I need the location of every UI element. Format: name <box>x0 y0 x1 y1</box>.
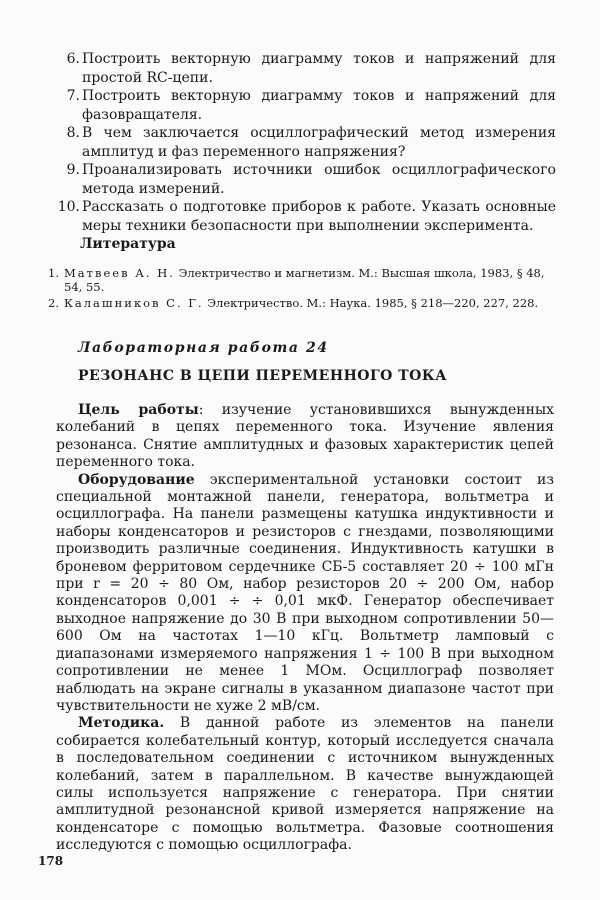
questions-list <box>56 50 556 235</box>
lab-number-heading: Лабораторная работа 24 <box>78 340 329 356</box>
reference-text: Электричество. М.: Наука. 1985, § 218—220, 227, 228. <box>207 296 539 310</box>
question-item: 8. В чем заключается осциллографический метод измерения амплитуд и фаз переменного напряжения? <box>66 125 556 160</box>
reference-author: Калашников С. Г. <box>64 296 204 310</box>
reference-author: Матвеев А. Н. <box>64 266 175 280</box>
references-list <box>48 266 558 312</box>
equipment-paragraph: Оборудование экспериментальной установки состоит из специальной монтажной панели, генератора, вольтметра и осциллографа. На панели размещены катушка индуктивности и наборы конденсаторов и резисторов с гнездами, позволяющими производить различные соединения. Индуктивность катушки в броневом ферритовом сердечнике СБ-5 составляет 20 ÷ 100 мГн при r = 20 ÷ 80 Ом, набор резисторов 20 ÷ 200 Ом, набор конденсаторов 0,001 ÷ ÷ 0,01 мкФ. Генератор обеспечивает выходное напряжение до 30 В при выходном сопротивлении 50—600 Ом на частотах 1—10 кГц. Вольтметр ламповый с диапазонами измеряемого напряжения 1 ÷ 100 В при выходном сопротивлении не менее 1 МОм. Осциллограф позволяет наблюдать на экране сигналы в указанном диапазоне частот при чувствительности не хуже 2 мВ/см. <box>56 471 554 714</box>
question-item: 9. Проанализировать источники ошибок осциллографического метода измерений. <box>66 162 556 197</box>
lab-title: РЕЗОНАНС В ЦЕПИ ПЕРЕМЕННОГО ТОКА <box>78 368 447 384</box>
reference-text: Электричество и магнетизм. М.: Высшая школа, 1983, § 48, 54, 55. <box>64 266 545 294</box>
reference-item: 1. Матвеев А. Н. Электричество и магнетизм. М.: Высшая школа, 1983, § 48, 54, 55. <box>48 266 545 294</box>
reference-item: 2. Калашников С. Г. Электричество. М.: Наука. 1985, § 218—220, 227, 228. <box>48 296 539 310</box>
page-number: 178 <box>38 854 64 868</box>
method-paragraph: Методика. В данной работе из элементов на панели собирается колебательный контур, который исследуется сначала в последовательном соединении с источником вынужденных колебаний, затем в параллельном. В качестве вынуждающей силы используется напряжение с генератора. При снятии амплитудной резонансной кривой измеряется напряжение на конденсаторе с помощью вольтметра. Фазовые соотношения исследуются с помощью осциллографа. <box>56 715 554 854</box>
goal-paragraph: Цель работы: изучение установившихся вынужденных колебаний в цепях переменного тока. Изучение явления резонанса. Снятие амплитудных и фазовых характеристик цепей переменного тока. <box>56 402 554 471</box>
question-item: 7. Построить векторную диаграмму токов и напряжений для фазовращателя. <box>66 88 556 123</box>
question-item: 10. Рассказать о подготовке приборов к работе. Указать основные меры техники безопасности при выполнении эксперимента. <box>57 199 556 234</box>
body-text <box>56 402 554 855</box>
question-item: 6. Построить векторную диаграмму токов и напряжений для простой RC-цепи. <box>66 51 556 86</box>
literature-heading: Литература <box>80 236 176 252</box>
